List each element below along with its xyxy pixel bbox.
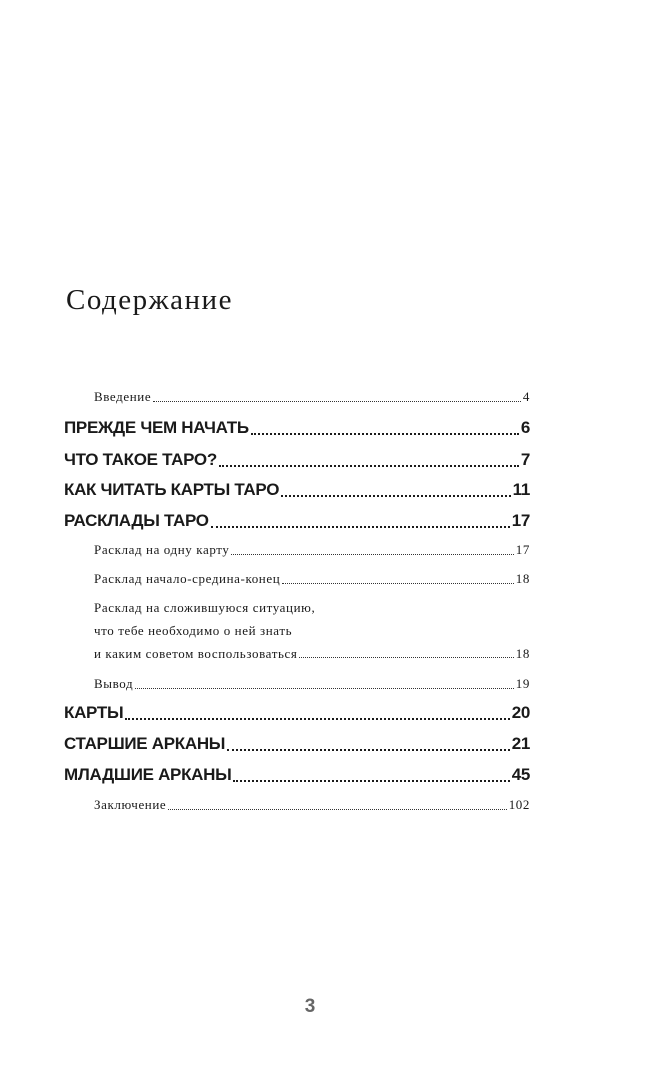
toc-entry-cards[interactable] (64, 702, 530, 724)
toc-entry-label: Вывод (94, 676, 134, 691)
toc-entry-label: ЧТО ТАКОЕ ТАРО? (64, 450, 217, 469)
toc-entry-label: РАСКЛАДЫ ТАРО (64, 511, 209, 530)
toc-entry-page: 45 (511, 765, 530, 784)
toc-entry-label-line: и каким советом воспользоваться (94, 646, 298, 661)
toc-entry-label-line: Расклад на сложившуюся ситуацию, (94, 600, 316, 615)
toc-entry-page: 6 (520, 418, 530, 437)
dot-leader (233, 764, 509, 786)
toc-entry-major-arcana[interactable] (64, 733, 530, 755)
dot-leader (281, 479, 510, 501)
toc-entry-page: 21 (511, 734, 530, 753)
toc-entry-page: 102 (508, 797, 530, 812)
toc-entry-page: 18 (515, 571, 530, 586)
toc-entry-before-start[interactable] (64, 417, 530, 439)
toc-entry-afterword[interactable] (94, 796, 530, 814)
toc-entry-three-card-spread[interactable] (94, 570, 530, 588)
toc-entry-label: МЛАДШИЕ АРКАНЫ (64, 765, 232, 784)
toc-entry-label: Заключение (94, 797, 167, 812)
toc-entry-page: 17 (515, 542, 530, 557)
toc-entry-page: 7 (520, 450, 530, 469)
dot-leader (219, 449, 519, 471)
toc-entry-how-to-read[interactable] (64, 479, 530, 501)
toc-entry-page: 19 (515, 676, 530, 691)
dot-leader (299, 642, 513, 665)
toc-entry-label: КАК ЧИТАТЬ КАРТЫ ТАРО (64, 480, 280, 499)
dot-leader (125, 702, 509, 724)
toc-entry-page: 17 (511, 511, 530, 530)
dot-leader (227, 733, 510, 755)
toc-entry-label: ПРЕЖДЕ ЧЕМ НАЧАТЬ (64, 418, 249, 437)
toc-entry-page: 4 (522, 389, 530, 404)
toc-entry-label: СТАРШИЕ АРКАНЫ (64, 734, 226, 753)
dot-leader (168, 796, 506, 814)
toc-entry-label: Расклад на одну карту (94, 542, 230, 557)
toc-entry-label: Введение (94, 389, 152, 404)
dot-leader (282, 570, 514, 588)
toc-entry-minor-arcana[interactable] (64, 764, 530, 786)
toc-entry-situation-spread[interactable] (94, 596, 530, 665)
toc-entry-page: 18 (515, 646, 530, 661)
toc-entry-label: Расклад начало-средина-конец (94, 571, 281, 586)
page-title: Содержание (66, 284, 233, 316)
toc-entry-page: 20 (511, 703, 530, 722)
toc-entry-introduction[interactable] (94, 388, 530, 406)
toc-entry-what-is-tarot[interactable] (64, 449, 530, 471)
toc-entry-spreads[interactable] (64, 510, 530, 532)
page-number: 3 (304, 996, 316, 1017)
dot-leader (251, 417, 519, 439)
toc-entry-label-line: что тебе необходимо о ней знать (94, 623, 293, 638)
dot-leader (153, 388, 521, 406)
dot-leader (135, 675, 514, 693)
toc-entry-page: 11 (512, 480, 530, 499)
toc-entry-conclusion-spread[interactable] (94, 675, 530, 693)
toc-entry-one-card-spread[interactable] (94, 541, 530, 559)
dot-leader (231, 541, 513, 559)
toc-entry-label: КАРТЫ (64, 703, 124, 722)
dot-leader (211, 510, 510, 532)
